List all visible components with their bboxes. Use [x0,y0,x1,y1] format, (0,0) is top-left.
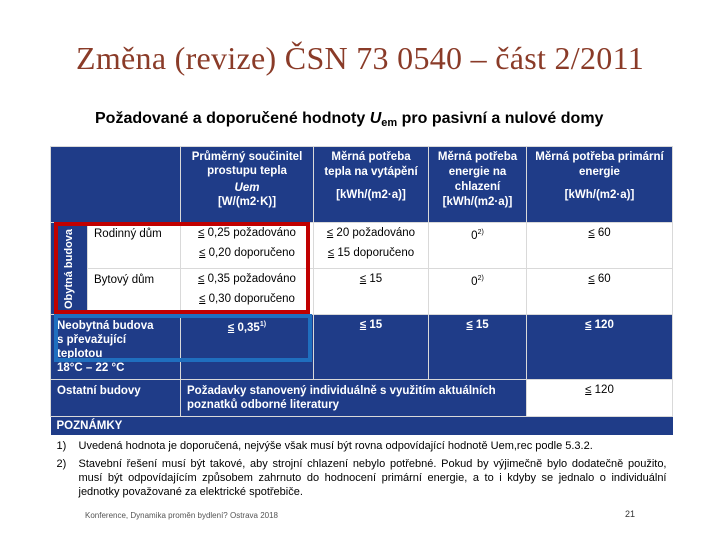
subtitle-text: Požadované a doporučené hodnoty [95,110,370,127]
value-bytovy-primary: 60 [597,273,611,285]
footnote-ref: 1) [259,321,267,328]
value-rodinny-u-req: 0,25 požadováno [207,227,296,239]
value-neobytna-primary: 120 [594,319,614,331]
header-cool-col [429,147,527,223]
cell-rodinny-cool [429,223,527,269]
notes-row [51,417,673,500]
row-label-ostatni: Ostatní budovy [51,380,181,417]
cell-ostatni-primary [527,380,673,417]
value-bytovy-u-rec: 0,30 doporučeno [208,293,295,305]
group-label-obytna: Obytná budova [63,228,75,309]
cell-neobytna-heat [314,315,429,380]
le-symbol: ≤ [585,384,592,396]
cell-bytovy-cool [429,269,527,315]
note-1-number: 1) [56,440,67,452]
header-heat-line2: tepla na vytápění [324,166,418,178]
cell-neobytna-primary [527,315,673,380]
header-u-line1: Průměrný součinitel [191,151,303,163]
note-1-text: Uvedená hodnota je doporučená, nejvýše však musí být rovna odpovídající hodnotě Uem,rec podle 5.3.2. [78,440,593,452]
le-symbol: ≤ [326,227,334,239]
row-label-rodinny: Rodinný dům [88,223,181,269]
footnote-ref: 2) [477,275,484,282]
footnote-ref: 2) [477,229,484,236]
header-primary-col [527,147,673,223]
le-symbol: ≤ [466,319,473,331]
neobytna-label-line3: 18°C – 22 °C [57,362,125,374]
neobytna-label-line2: s převažující teplotou [57,334,127,360]
neobytna-label-line1: Neobytná budova [57,320,154,332]
le-symbol: ≤ [359,273,367,285]
le-symbol: ≤ [199,293,206,305]
ostatni-text-line1: Požadavky stanovený individuálně s využitím aktuálních [187,385,496,397]
slide-subtitle [95,110,695,129]
subtitle-rest: pro pasivní a nulové domy [397,110,604,127]
header-u-col [181,147,314,223]
slide-title: Změna (revize) ČSN 73 0540 – část 2/2011 [75,40,644,76]
table-header-row [51,147,673,223]
note-2-number: 2) [56,458,67,470]
header-blank [51,147,181,223]
header-cool-line1: Měrná potřeba [437,151,518,163]
value-bytovy-heat: 15 [369,273,383,285]
value-rodinny-cool: 0 [471,229,478,242]
value-bytovy-cool: 0 [471,275,478,288]
le-symbol: ≤ [198,273,205,285]
header-u-line2: prostupu tepla [207,165,287,177]
value-neobytna-cool: 15 [475,319,489,331]
note-2-text: Stavební řešení musí být takové, aby strojní chlazení nebylo potřebné. Pokud by výjimečně bylo dodatečně použito, musí být odpovídajícím způsobem zahrnuto do hodnocení primární energie, a to i kdyby se jednalo o individuální jednotky považované za elektrické spotřebiče. [78,458,667,498]
header-heat-col [314,147,429,223]
header-cool-line2: energie na [448,166,507,178]
header-u-unit: [W/(m2·K)] [217,196,277,208]
value-ostatni-primary: 120 [594,384,614,396]
highlight-box-non-residential [54,314,312,362]
header-u-symbol: Uem [234,182,260,194]
value-rodinny-u-rec: 0,20 doporučeno [208,247,295,259]
subtitle-subscript: em [381,117,398,129]
row-label-bytovy: Bytový dům [88,269,181,315]
le-symbol: ≤ [198,227,205,239]
le-symbol: ≤ [588,273,595,285]
value-rodinny-primary: 60 [597,227,611,239]
value-neobytna-heat: 15 [369,319,383,331]
note-2 [51,453,673,499]
header-primary-line1: Měrná potřeba primární [535,151,664,163]
header-heat-unit: [kWh/(m2·a)] [336,189,406,201]
le-symbol: ≤ [327,247,335,259]
page-number: 21 [625,509,636,519]
value-neobytna-u: 0,35 [237,321,260,334]
le-symbol: ≤ [199,247,206,259]
subtitle-symbol: U [369,110,382,127]
ostatni-text-line2: poznatků odborné literatury [187,399,340,411]
header-primary-line2: energie [579,166,620,178]
le-symbol: ≤ [227,321,235,334]
cell-bytovy-primary [527,269,673,315]
cell-ostatni-text [181,380,527,417]
le-symbol: ≤ [359,319,367,331]
header-primary-unit: [kWh/(m2·a)] [564,189,635,201]
table-row-ostatni [51,380,673,417]
header-heat-line1: Měrná potřeba [331,151,411,163]
cell-rodinny-primary [527,223,673,269]
value-rodinny-heat-req: 20 požadováno [336,227,416,239]
cell-bytovy-heat [314,269,429,315]
notes-heading: POZNÁMKY [51,417,673,435]
le-symbol: ≤ [585,319,592,331]
cell-rodinny-heat [314,223,429,269]
cell-neobytna-cool [429,315,527,380]
value-rodinny-heat-rec: 15 doporučeno [337,247,415,259]
slide-footer: Konference, Dynamika proměn bydlení? Ostrava 2018 [85,511,278,520]
header-cool-line3: chlazení [454,181,501,193]
note-1 [51,435,673,453]
le-symbol: ≤ [588,227,595,239]
value-bytovy-u-req: 0,35 požadováno [207,273,296,285]
highlight-box-residential [54,222,310,314]
header-cool-unit: [kWh/(m2·a)] [442,196,513,208]
